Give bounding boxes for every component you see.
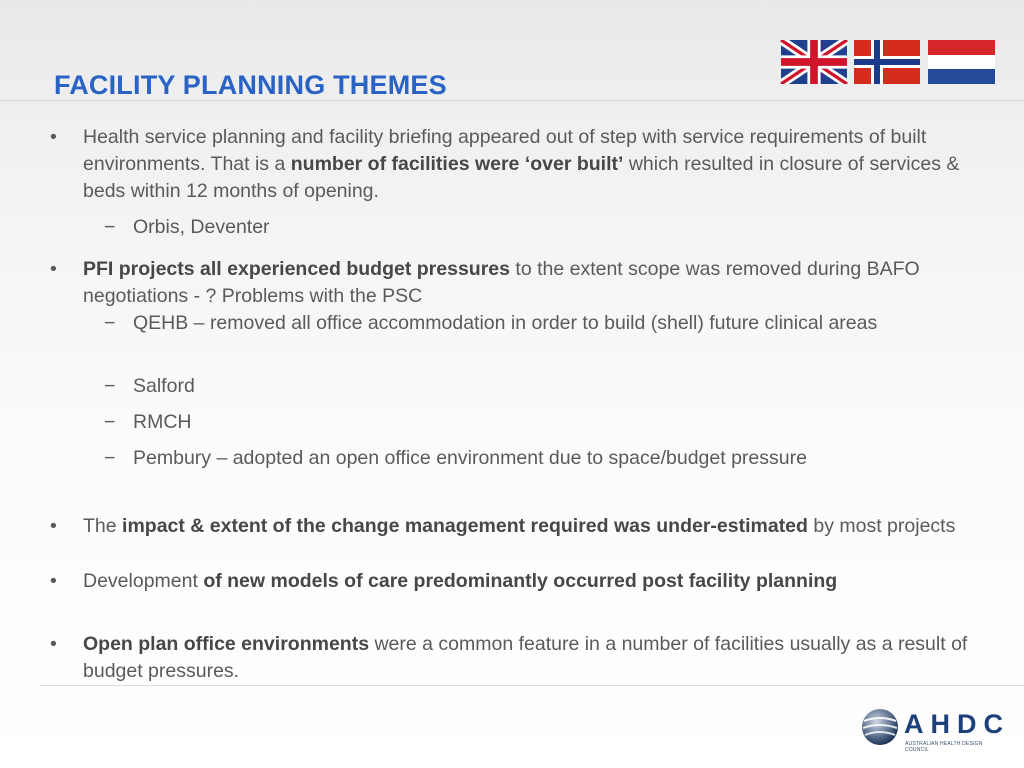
bullet-item bbox=[50, 256, 970, 310]
bullet-marker: • bbox=[50, 515, 57, 537]
bullet-item bbox=[50, 513, 970, 540]
bullet-item bbox=[50, 568, 970, 595]
sub-bullet-item bbox=[104, 409, 964, 436]
sub-bullet-item bbox=[104, 310, 964, 337]
sub-bullet-text: Orbis, Deventer bbox=[133, 216, 270, 238]
bullet-text: Open plan office environments were a common feature in a number of facilities usually as a result of budget pressures. bbox=[83, 633, 968, 682]
dash-marker: − bbox=[104, 216, 116, 238]
sub-bullet-item bbox=[104, 214, 964, 241]
dash-marker: − bbox=[104, 411, 116, 433]
bullet-text: The impact & extent of the change management required was under-estimated by most projects bbox=[83, 515, 956, 537]
bullet-marker: • bbox=[50, 633, 57, 655]
bullet-item bbox=[50, 631, 970, 685]
bullet-text: Health service planning and facility briefing appeared out of step with service requirements of built environments. That is a number of facilities were ‘over built’ which resulted in closure of services & beds within 12 months of opening. bbox=[83, 126, 960, 202]
sub-bullet-text: RMCH bbox=[133, 411, 192, 433]
bullet-text: Development of new models of care predominantly occurred post facility planning bbox=[83, 570, 838, 592]
sub-bullet-text: Pembury – adopted an open office environment due to space/budget pressure bbox=[133, 447, 807, 469]
sub-bullet-text: QEHB – removed all office accommodation in order to build (shell) future clinical areas bbox=[133, 312, 878, 334]
bullet-marker: • bbox=[50, 570, 57, 592]
dash-marker: − bbox=[104, 375, 116, 397]
dash-marker: − bbox=[104, 312, 116, 334]
dash-marker: − bbox=[104, 447, 116, 469]
bullet-text: PFI projects all experienced budget pressures to the extent scope was removed during BAFO negotiations - ? Problems with the PSC bbox=[83, 258, 920, 307]
sub-bullet-item bbox=[104, 445, 964, 472]
sub-bullet-item bbox=[104, 373, 964, 400]
logo-subtitle: AUSTRALIAN HEALTH DESIGN COUNCIL bbox=[905, 741, 983, 753]
ahdc-logo bbox=[860, 705, 1010, 753]
bullet-marker: • bbox=[50, 258, 57, 280]
bullet-item bbox=[50, 124, 970, 205]
logo-wordmark: AHDC bbox=[904, 709, 1010, 739]
globe-icon bbox=[860, 705, 900, 749]
sub-bullet-text: Salford bbox=[133, 375, 195, 397]
slide-title: FACILITY PLANNING THEMES bbox=[54, 70, 447, 100]
bullet-marker: • bbox=[50, 126, 57, 148]
